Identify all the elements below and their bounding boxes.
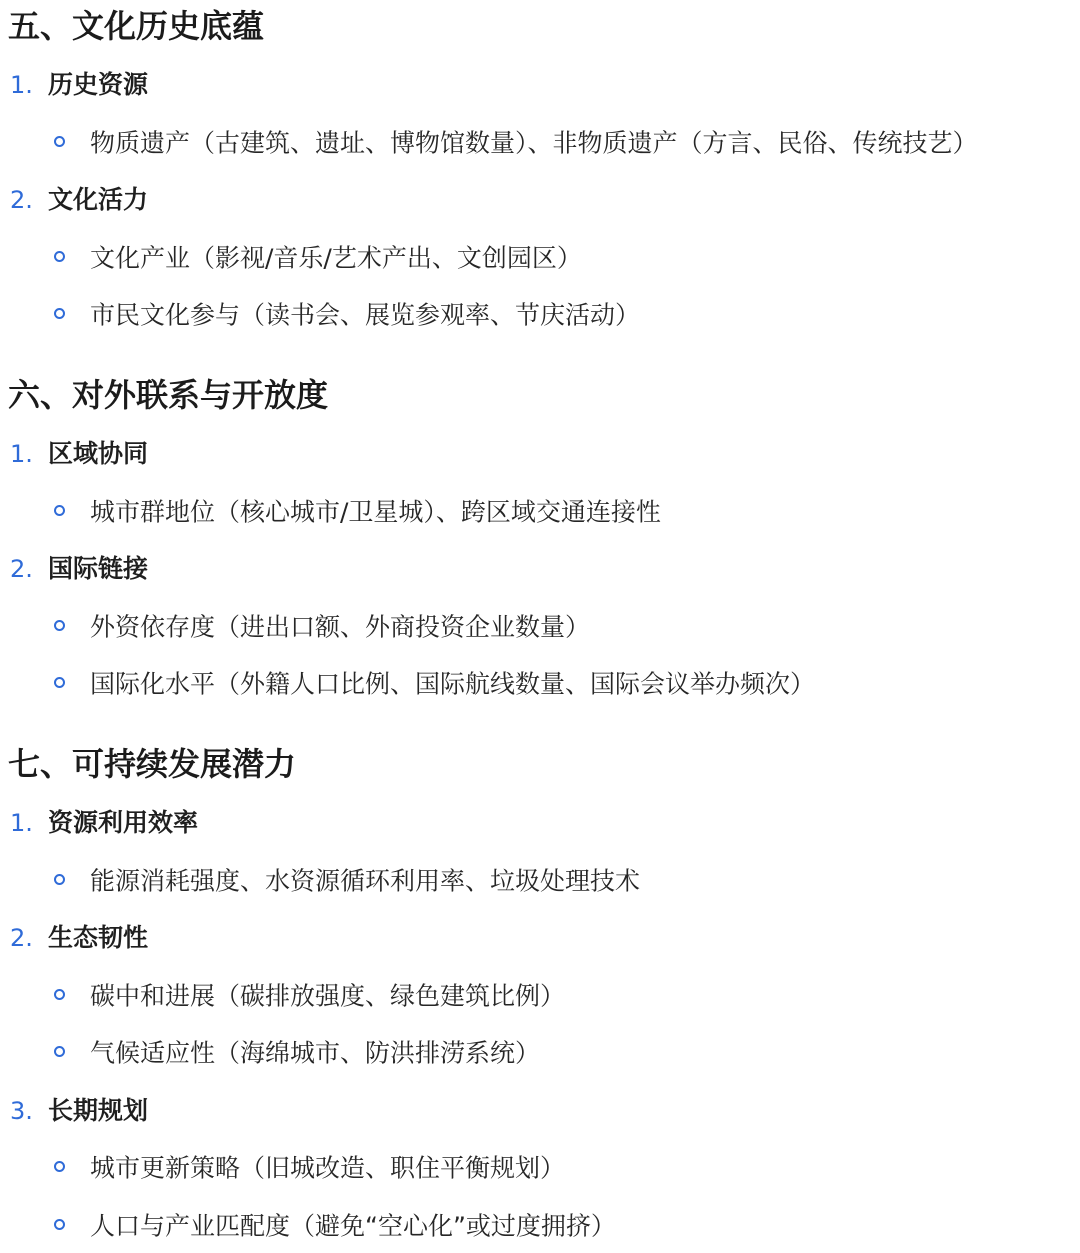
bullet-item bbox=[54, 610, 590, 644]
list-number: 3. bbox=[10, 1097, 33, 1125]
list-item-heading bbox=[10, 1094, 148, 1128]
hollow-circle-bullet-icon bbox=[54, 505, 65, 516]
bullet-text: 外资依存度（进出口额、外商投资企业数量） bbox=[90, 612, 591, 642]
list-item-title: 国际链接 bbox=[48, 554, 149, 583]
bullet-item bbox=[54, 864, 640, 898]
hollow-circle-bullet-icon bbox=[54, 136, 65, 147]
list-item-title: 区域协同 bbox=[48, 439, 149, 468]
bullet-item bbox=[54, 1151, 565, 1185]
bullet-text: 碳中和进展（碳排放强度、绿色建筑比例） bbox=[90, 981, 566, 1011]
list-number: 2. bbox=[10, 924, 33, 952]
list-item-heading bbox=[10, 437, 148, 471]
bullet-text: 气候适应性（海绵城市、防洪排涝系统） bbox=[90, 1038, 541, 1068]
list-item-title: 资源利用效率 bbox=[48, 808, 199, 837]
list-number: 2. bbox=[10, 186, 33, 214]
section-heading: 五、文化历史底蕴 bbox=[8, 7, 265, 45]
section-heading: 七、可持续发展潜力 bbox=[8, 745, 297, 783]
bullet-item bbox=[54, 1036, 540, 1070]
list-item-title: 生态韧性 bbox=[48, 923, 149, 952]
bullet-item bbox=[54, 979, 565, 1013]
bullet-item bbox=[54, 126, 978, 160]
hollow-circle-bullet-icon bbox=[54, 1161, 65, 1172]
list-item-title: 文化活力 bbox=[48, 185, 149, 214]
list-number: 1. bbox=[10, 440, 33, 468]
bullet-text: 文化产业（影视/音乐/艺术产出、文创园区） bbox=[90, 243, 582, 273]
hollow-circle-bullet-icon bbox=[54, 677, 65, 688]
bullet-item bbox=[54, 298, 640, 332]
bullet-text: 人口与产业匹配度（避免“空心化”或过度拥挤） bbox=[90, 1211, 616, 1241]
bullet-text: 物质遗产（古建筑、遗址、博物馆数量）、非物质遗产（方言、民俗、传统技艺） bbox=[90, 128, 978, 158]
list-number: 1. bbox=[10, 809, 33, 837]
list-item-title: 历史资源 bbox=[48, 70, 149, 99]
bullet-text: 城市更新策略（旧城改造、职住平衡规划） bbox=[90, 1153, 566, 1183]
list-item-title: 长期规划 bbox=[48, 1096, 149, 1125]
bullet-text: 市民文化参与（读书会、展览参观率、节庆活动） bbox=[90, 300, 641, 330]
section-heading: 六、对外联系与开放度 bbox=[8, 376, 329, 414]
list-item-heading bbox=[10, 183, 148, 217]
list-item-heading bbox=[10, 552, 148, 586]
hollow-circle-bullet-icon bbox=[54, 1046, 65, 1057]
bullet-item bbox=[54, 1209, 616, 1243]
list-item-heading bbox=[10, 68, 148, 102]
hollow-circle-bullet-icon bbox=[54, 989, 65, 1000]
hollow-circle-bullet-icon bbox=[54, 874, 65, 885]
hollow-circle-bullet-icon bbox=[54, 620, 65, 631]
hollow-circle-bullet-icon bbox=[54, 251, 65, 262]
hollow-circle-bullet-icon bbox=[54, 308, 65, 319]
list-number: 1. bbox=[10, 71, 33, 99]
bullet-text: 城市群地位（核心城市/卫星城）、跨区域交通连接性 bbox=[90, 497, 661, 527]
bullet-item bbox=[54, 495, 661, 529]
list-number: 2. bbox=[10, 555, 33, 583]
hollow-circle-bullet-icon bbox=[54, 1219, 65, 1230]
list-item-heading bbox=[10, 806, 198, 840]
list-item-heading bbox=[10, 921, 148, 955]
bullet-text: 国际化水平（外籍人口比例、国际航线数量、国际会议举办频次） bbox=[90, 669, 816, 699]
bullet-text: 能源消耗强度、水资源循环利用率、垃圾处理技术 bbox=[90, 866, 641, 896]
bullet-item bbox=[54, 667, 815, 701]
bullet-item bbox=[54, 241, 582, 275]
